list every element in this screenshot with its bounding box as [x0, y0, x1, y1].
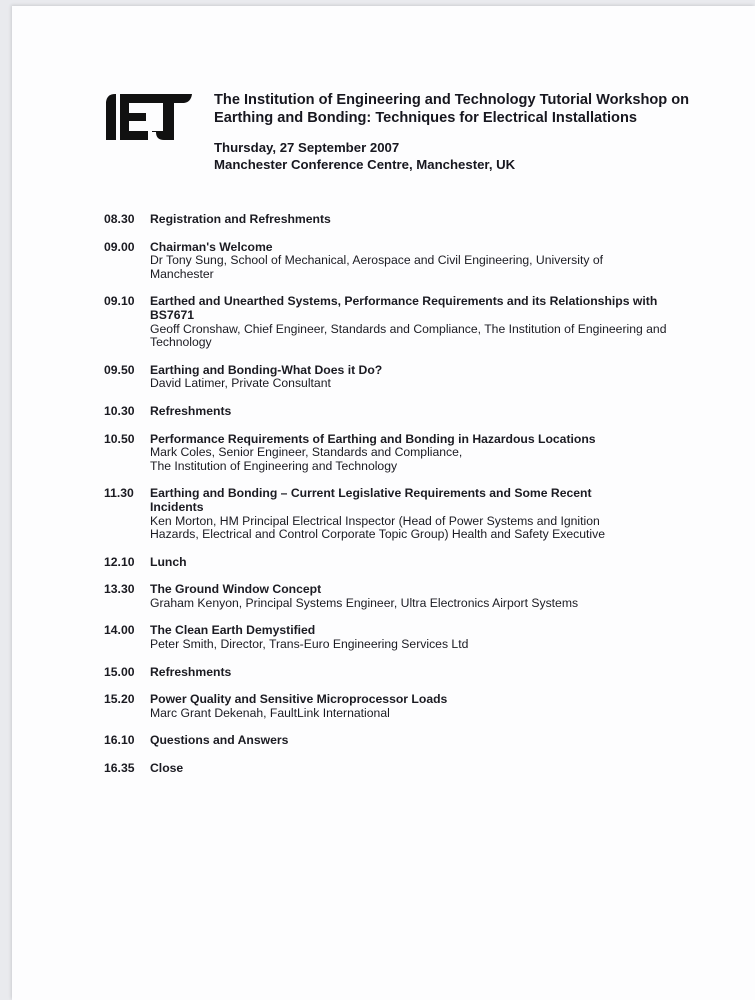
agenda-session-title: Chairman's Welcome [150, 239, 273, 254]
agenda-time: 10.50 [104, 431, 135, 446]
agenda-item [104, 364, 664, 391]
agenda-session-title: Lunch [150, 554, 187, 569]
agenda-session-title: Earthing and Bonding – Current Legislative Requirements and Some Recent Incidents [150, 486, 592, 514]
agenda-time: 12.10 [104, 554, 135, 569]
agenda-time: 09.00 [104, 239, 135, 254]
agenda-item [104, 762, 664, 776]
agenda-item [104, 734, 664, 748]
document-page [12, 6, 755, 1000]
agenda-item [104, 624, 664, 651]
agenda-speaker-affiliation: The Institution of Engineering and Technology [150, 458, 398, 473]
agenda-item [104, 583, 664, 610]
agenda-time: 09.50 [104, 362, 135, 377]
agenda-item [104, 556, 664, 570]
event-title-line-1: The Institution of Engineering and Technology Tutorial Workshop on [214, 92, 690, 108]
agenda-session-title: Registration and Refreshments [150, 212, 331, 226]
agenda-session-title: Earthed and Unearthed Systems, Performance Requirements and its Relationships with BS7671 [150, 294, 658, 322]
agenda-speaker: Geoff Cronshaw, Chief Engineer, Standards and Compliance, The Institution of Engineering and Technology [150, 321, 667, 350]
event-date: Thursday, 27 September 2007 [214, 140, 400, 155]
agenda-time: 15.20 [104, 692, 135, 707]
agenda-item [104, 405, 664, 419]
agenda-item [104, 433, 664, 474]
agenda-time: 16.10 [104, 733, 135, 748]
agenda-session-title: The Clean Earth Demystified [150, 623, 316, 638]
agenda-session-title: Refreshments [150, 664, 232, 679]
agenda-item [104, 693, 664, 720]
agenda-speaker: Graham Kenyon, Principal Systems Engineer, Ultra Electronics Airport Systems [150, 595, 579, 610]
agenda-item [104, 213, 664, 227]
agenda-session-title: Earthing and Bonding-What Does it Do? [150, 362, 383, 377]
agenda-speaker: David Latimer, Private Consultant [150, 376, 331, 391]
agenda-time: 15.00 [104, 664, 135, 679]
agenda-item [104, 294, 667, 350]
event-title-line-2: Earthing and Bonding: Techniques for Electrical Installations [214, 110, 637, 126]
agenda-speaker: Dr Tony Sung, School of Mechanical, Aerospace and Civil Engineering, University of Manchester [150, 253, 603, 281]
agenda-item [104, 487, 664, 541]
agenda-speaker: Ken Morton, HM Principal Electrical Inspector (Head of Power Systems and Ignition Hazards, Electrical and Control Corporate Topic Group) Health and Safety Executive [150, 513, 606, 542]
agenda-time: 13.30 [104, 582, 135, 597]
agenda-time: 09.10 [104, 294, 135, 309]
agenda-session-title: The Ground Window Concept [150, 582, 322, 597]
agenda-time: 16.35 [104, 761, 135, 776]
agenda-list [104, 211, 667, 776]
agenda-time: 08.30 [104, 212, 135, 226]
agenda-session-title: Questions and Answers [150, 733, 289, 748]
document-header [214, 91, 734, 173]
agenda-session-title: Power Quality and Sensitive Microprocessor Loads [150, 692, 448, 707]
agenda-speaker: Mark Coles, Senior Engineer, Standards and Compliance, [150, 445, 463, 460]
agenda-time: 10.30 [104, 403, 135, 418]
agenda-time: 11.30 [104, 486, 134, 501]
agenda-time: 14.00 [104, 623, 135, 638]
agenda-session-title: Close [150, 761, 184, 776]
iet-logo-icon [104, 90, 194, 140]
agenda-speaker: Marc Grant Dekenah, FaultLink International [150, 705, 390, 720]
agenda-speaker: Peter Smith, Director, Trans-Euro Engineering Services Ltd [150, 637, 469, 652]
agenda-session-title: Refreshments [150, 403, 232, 418]
agenda-item [104, 241, 664, 282]
agenda-session-title: Performance Requirements of Earthing and Bonding in Hazardous Locations [150, 431, 596, 446]
agenda-item [104, 666, 664, 680]
event-venue: Manchester Conference Centre, Manchester, UK [214, 157, 516, 172]
